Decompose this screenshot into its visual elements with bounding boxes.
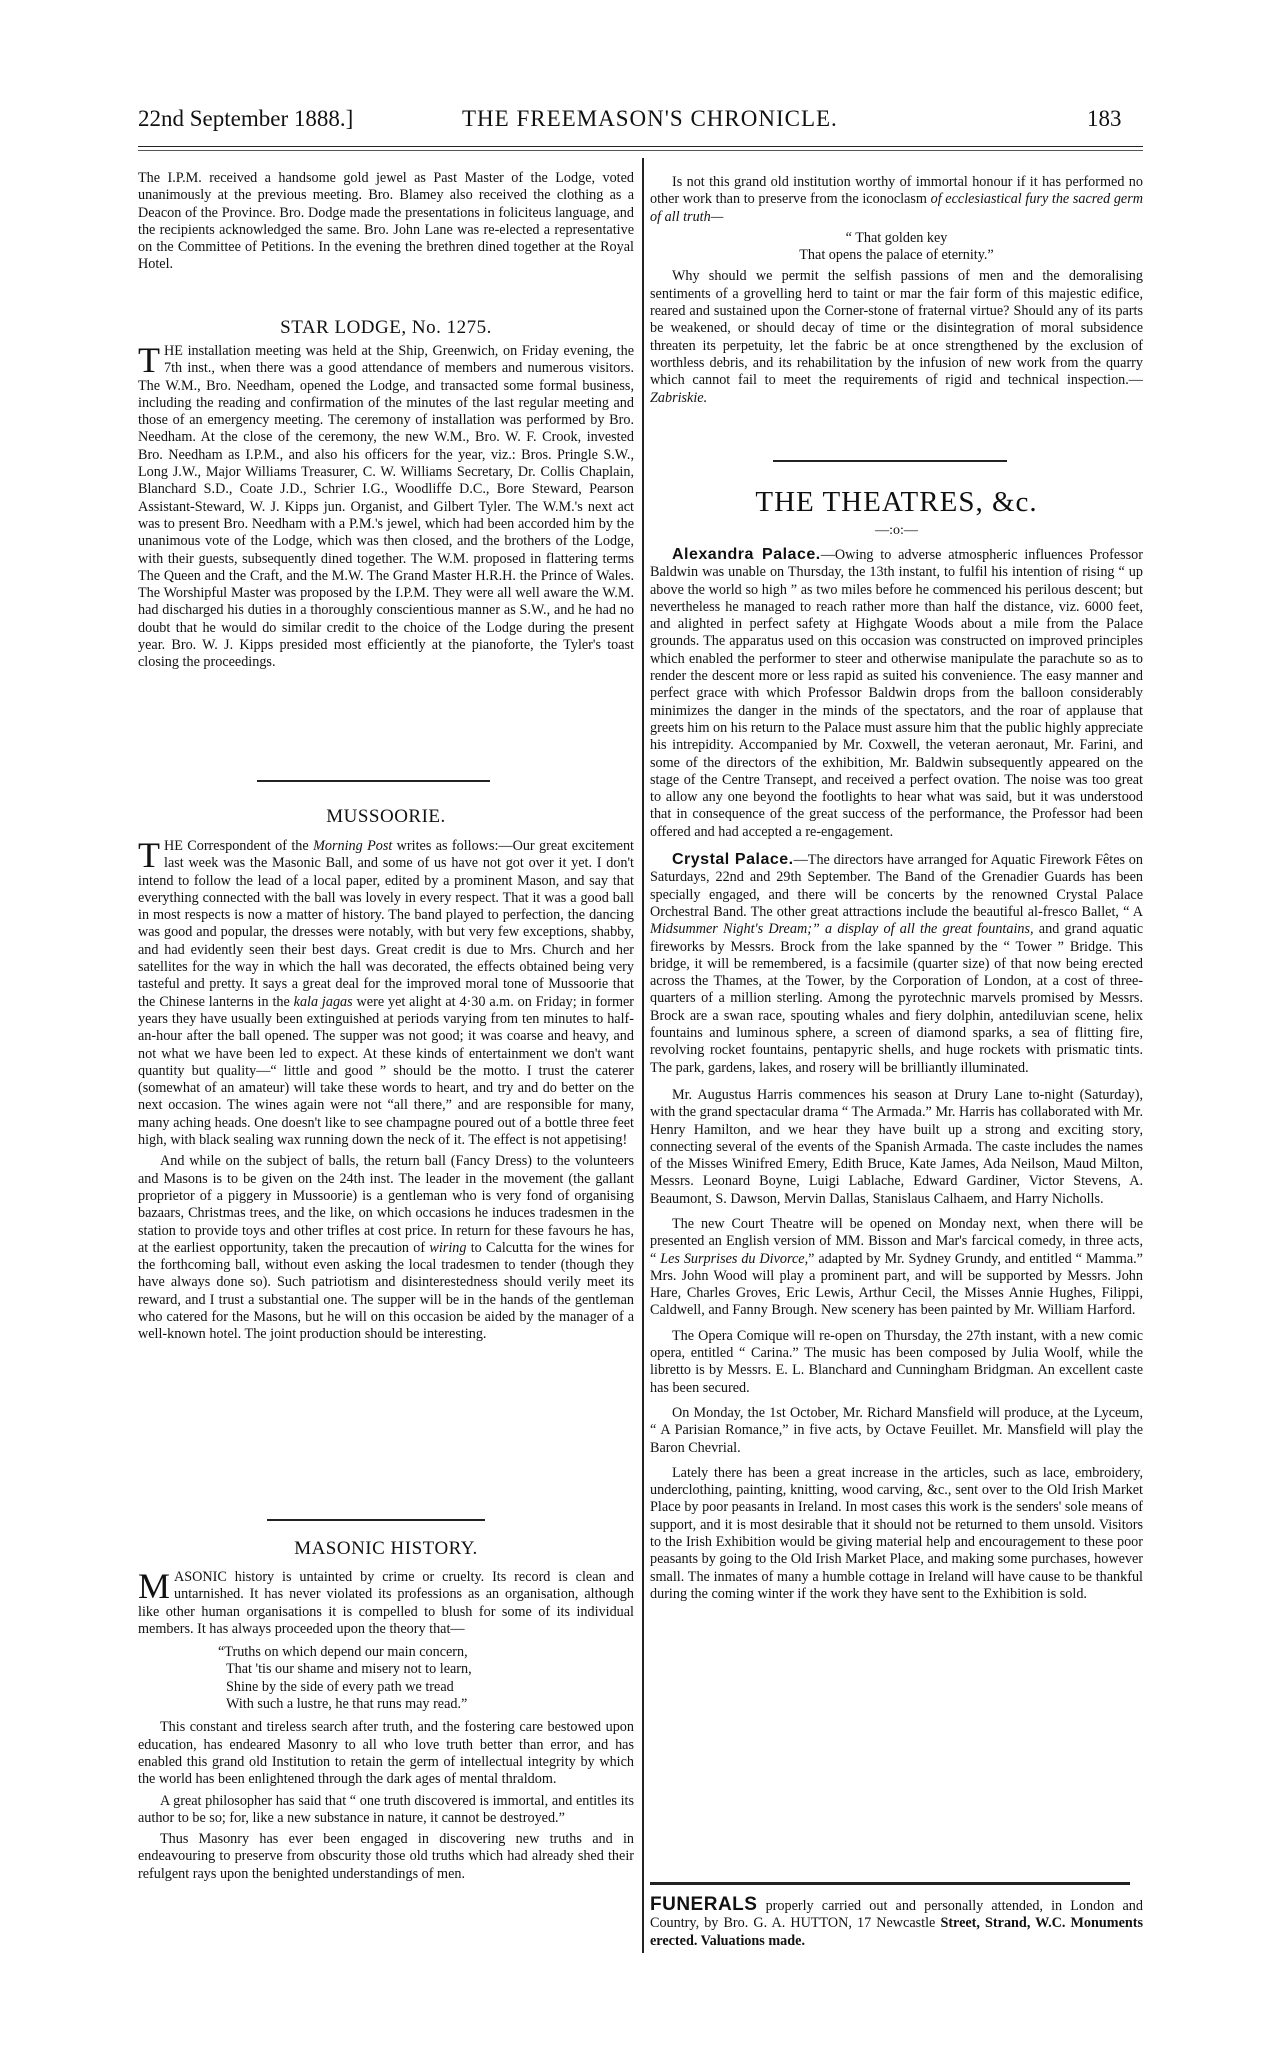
advert-lead: FUNERALS <box>650 1894 758 1915</box>
section-lead: Crystal Palace. <box>672 851 794 869</box>
verse-line: “ That golden key <box>845 229 948 246</box>
italic-text: Midsummer Night's Dream;” a display of all the great fountains, <box>650 921 1034 938</box>
paragraph: The Opera Comique will re-open on Thursday, the 27th instant, with a new comic opera, entitled “ Carina.” The music has been composed by Julia Woolf, while the libretto is by Messrs. E. L. Blanchard and Cunningham Bridgman. An excellent caste has been secured. <box>650 1327 1143 1396</box>
star-lodge-heading: STAR LODGE, No. 1275. <box>280 317 492 338</box>
italic-text: of ecclesiastical fury the sacred germ of all truth— <box>650 191 1143 225</box>
paragraph: Mr. Augustus Harris commences his season at Drury Lane to-night (Saturday), with the grand spectacular drama “ The Armada.” Mr. Harris has collaborated with Mr. Henry Hamilton, and we hear they have built up a strong and exciting story, connecting several of the events of the Spanish Armada. The caste includes the names of the Misses Winifred Emery, Edith Bruce, Kate James, Ada Neilson, Maud Milton, Messrs. Leonard Boyne, Luigi Lablache, Edward Gardiner, Victor Stevens, A. Beaumont, S. Dawson, Mervin Dallas, Stanislaus Calhaem, and Harry Nicholls. <box>650 1086 1143 1207</box>
paragraph: This constant and tireless search after truth, and the fostering care bestowed upon education, has endeared Masonry to all who love truth better than error, and has enabled this grand old Institution to retain the germ of intellectual integrity by which the world has been enlightened through the dark ages of mental thraldom. <box>138 1719 634 1788</box>
text: —The directors have arranged for Aquatic Firework Fêtes on Saturdays, 22nd and 29th September. The Band of the Grenadier Guards has been specially engaged, and there will be concerts by the renowned Crystal Palace Orchestral Band. The other great attractions include the beautiful al-fresco Ballet, “ A <box>650 852 1143 920</box>
text: to Calcutta for the wines for the forthcoming ball, without even asking the local tradesmen to tender (though they have always done so). Such patriotism and disinterestedness should verily meet its reward, and I trust a substantial one. The supper will be in the hands of the gentleman who catered for the Masons, but he will on this occasion be aided by the manager of a well-known hotel. The joint production should be interesting. <box>138 1239 634 1343</box>
drop-cap: M <box>138 1566 171 1606</box>
theatres-heading: THE THEATRES, &c. <box>755 486 1038 518</box>
header-rule <box>138 146 1143 147</box>
verse-line: That 'tis our shame and misery not to learn, <box>226 1661 472 1678</box>
paragraph: The I.P.M. received a handsome gold jewel as Past Master of the Lodge, voted unanimously at the previous meeting. Bro. Blamey also received the clothing as a Deacon of the Province. Bro. Dodge made the presentations in foliciteus language, and the recipients acknowledged the same. Bro. John Lane was re-elected a representative on the Committee of Petitions. In the evening the brethren dined together at the Royal Hotel. <box>138 170 634 273</box>
page-number: 183 <box>1087 106 1122 131</box>
text: properly carried out and personally attended, in London and Country, by Bro. G. A. HUTTON, 17 Newcastle <box>650 1898 1143 1932</box>
text: and grand aquatic fireworks by Messrs. Brock from the lake spanned by the “ Tower ” Bridge. This bridge, it will be remembered, is a facsimile (quarter size) of that now being erected across the Thames, at the Tower, by the Corporation of London, at a cost of three-quarters of a million sterling. Among the pyrotechnic marvels promised by Messrs. Brock are a swan race, spouting whales and fiery dolphin, antediluvian scene, helix fountains and luminous sphere, a screen of diamond sparks, a sea of flitting fire, revolving rocket fountains, pentapyric shells, and huge rockets with prismatic tints. The park, gardens, lakes, and rosery will be brilliantly illuminated. <box>650 921 1143 1076</box>
text: HE Correspondent of the <box>164 838 314 854</box>
paragraph: Lately there has been a great increase in the articles, such as lace, embroidery, underclothing, painting, knitting, wood carving, &c., sent over to the Old Irish Market Place by poor peasants in Ireland. In most cases this work is the senders' sole means of support, and it is most desirable that it should not be returned to them unsold. Visitors to the Irish Exhibition would be giving material help and encouragement to these poor peasants by going to the Old Irish Market Place, and making some purchases, however small. The inmates of many a humble cottage in Ireland will have cause to be thankful during the coming winter if the work they have sent to the Exhibition is sold. <box>650 1464 1143 1602</box>
star-lodge-article <box>138 340 634 672</box>
paragraph: A great philosopher has said that “ one truth discovered is immortal, and entitles its author to be so; for, like a new substance in nature, it cannot be destroyed.” <box>138 1792 634 1826</box>
theatres-article <box>650 546 1143 1603</box>
paragraph: HE installation meeting was held at the Ship, Greenwich, on Friday evening, the 7th inst., when there was a good attendance of members and numerous visitors. The W.M., Bro. Needham, opened the Lodge, and transacted some formal business, including the reading and confirmation of the minutes of the last regular meeting and those of an emergency meeting. The ceremony of installation was performed by Bro. Needham. At the close of the ceremony, the new W.M., Bro. W. F. Crook, invested Bro. Needham as I.P.M., and also his officers for the year, viz.: Bros. Pringle S.W., Long J.W., Major Williams Treasurer, C. W. Williams Secretary, Dr. Collis Chaplain, Blanchard S.D., Coate J.D., Schrier I.G., Woodliffe D.C., Bore Steward, Pearson Assistant-Steward, W. J. Kipps jun. Organist, and Gilbert Tyler. The W.M.'s next act was to present Bro. Needham with a P.M.'s jewel, which had been accorded him by the unanimous vote of the Lodge, which was then closed, and the brothers of the Lodge, with their guests, subsequently dined together. The W.M. proposed in flattering terms The Queen and the Craft, and the M.W. The Grand Master H.R.H. the Prince of Wales. The Worshipful Master was proposed by the I.P.M. They were all well aware the W.M. had discharged his duties in a thoroughly conscientious manner as S.W., and he had no doubt that he would do similar credit to the choice of the Lodge during the present year. Bro. W. J. Kipps presided most efficiently at the pianoforte, the Tyler's toast closing the proceedings. <box>138 343 634 671</box>
section-rule <box>257 780 490 782</box>
text: Why should we permit the selfish passions of men and the demoralising sentiments of a grovelling herd to taint or mar the fair form of this majestic edifice, reared and sustained upon the Corner-stone of fraternal virtue? Should any of its parts be weakened, or should decay of time or the disintegration of moral subsidence threaten its perpetuity, let the fabric be at once strengthened by the exclusion of worthless debris, and its rehabilitation by the infusion of new work from the quarry which cannot fail to meet the requirements of rigid and technical inspection.— <box>650 268 1143 389</box>
drop-cap: T <box>138 340 160 380</box>
text: The new Court Theatre will be opened on Monday next, when there will be presented an English version of MM. Bisson and Mar's farcical comedy, in three acts, “ <box>650 1215 1143 1267</box>
text: ” adapted by Mr. Sydney Grundy, and entitled “ Mamma.” Mrs. John Wood will play a prominent part, and will be supported by Messrs. John Hare, Charles Groves, Eric Lewis, Arthur Cecil, the Misses Annie Hughes, Filippi, Caldwell, and Fanny Brough. New scenery has been painted by Mr. William Harford. <box>650 1250 1143 1319</box>
mussoorie-heading: MUSSOORIE. <box>326 806 446 827</box>
paragraph: Thus Masonry has ever been engaged in discovering new truths and in endeavouring to preserve from obscurity those old truths which had already shed their refulgent rays upon the benighted understandings of men. <box>138 1831 634 1882</box>
mussoorie-article <box>138 835 635 1344</box>
italic-text: kala jagas <box>293 993 353 1010</box>
masonic-history-heading: MASONIC HISTORY. <box>294 1538 478 1559</box>
paragraph: On Monday, the 1st October, Mr. Richard Mansfield will produce, at the Lyceum, “ A Parisian Romance,” in five acts, by Octave Feuillet. Mr. Mansfield will play the Baron Chevrial. <box>650 1404 1143 1456</box>
quoted-verse <box>650 230 1143 265</box>
italic-text: wiring <box>429 1239 467 1256</box>
text: —Owing to adverse atmospheric influences Professor Baldwin was unable on Thursday, the 13th instant, to fulfil his intention of rising “ up above the world so high ” as two miles before he commenced his perilous descent; but nevertheless he managed to reach rather more than half the distance, viz. 6000 feet, and alighted in perfect safety at Highgate Woods about a mile from the Palace grounds. The apparatus used on this occasion was constructed on improved principles which enabled the performer to steer and otherwise manipulate the parachute so as to render the descent more or less rapid as suited his convenience. The easy manner and perfect grace with which Professor Baldwin drops from the balloon considerably minimizes the danger in the minds of the spectators, and the roar of applause that greets him on his return to the Palace must assure him that the public highly appreciate his intrepidity. Accompanied by Mr. Coxwell, the veteran aeronaut, Mr. Farini, and some of the directors of the exhibition, Mr. Baldwin subsequently appeared on the stage of the Centre Transept, and received a perfect ovation. The noise was too great to allow any one beyond the footlights to hear what was said, but it was understood that in consequence of the great success of the performance, the Professor had been offered and had accepted a re-engagement. <box>650 547 1143 840</box>
newspaper-title: THE FREEMASON'S CHRONICLE. <box>462 106 838 131</box>
paragraph: ASONIC history is untainted by crime or cruelty. Its record is clean and untarnished. It has never violated its professions as an organisation, although like other human organisations it is compelled to blush for some of its individual members. It has always proceeded upon the theory that— <box>138 1569 634 1637</box>
header-rule-thin <box>138 150 1143 151</box>
italic-text: Morning Post <box>313 838 393 854</box>
text: And while on the subject of balls, the return ball (Fancy Dress) to the volunteers and Masons is to be given on the 24th inst. The leader in the movement (the gallant proprietor of a piggery in Mussoorie) is a gentleman who is very fond of organising bazaars, Christmas trees, and the like, on which occasions he induces tradesmen in the station to provide toys and other trifles at cost price. In return for these favours he has, at the earliest opportunity, taken the precaution of <box>138 1153 634 1256</box>
section-rule <box>267 1519 485 1521</box>
text: writes as follows:—Our great excitement last week was the Masonic Ball, and some of us have not got over it yet. I don't intend to follow the lead of a local paper, edited by a prominent Mason, and say that everything connected with the ball was lovely in every respect. That it was a good ball in most respects is now a matter of history. The band played to perfection, the dancing was good and popular, the dresses were notably, with but very few exceptions, shabby, and had evidently seen their best days. Great credit is due to Mrs. Church and her satellites for the way in which the hall was decorated, the effects obtained being very tasteful and pretty. It says a great deal for the improved moral tone of Mussoorie that the Chinese lanterns in the <box>138 838 634 1010</box>
section-rule <box>773 460 1007 462</box>
masonic-history-continuation <box>650 174 1143 407</box>
lodge-report-continuation <box>138 170 634 274</box>
verse-line: Shine by the side of every path we tread <box>226 1678 454 1695</box>
italic-text: Les Surprises du Divorce, <box>660 1250 809 1267</box>
quoted-verse <box>218 1644 634 1713</box>
masonic-history-article <box>138 1566 634 1883</box>
verse-line: “Truths on which depend our main concern, <box>218 1644 468 1661</box>
section-lead: Alexandra Palace. <box>672 546 821 563</box>
drop-cap: T <box>138 835 160 875</box>
funerals-advert <box>650 1896 1143 1950</box>
italic-text: Zabriskie. <box>650 389 708 406</box>
text: were yet alight at 4·30 a.m. on Friday; in former years they have usually been extinguished at periods varying from ten minutes to half-an-hour after the ball opened. The supper was not good; it was coarse and heavy, and not what we have been led to expect. At these kinds of entertainment we don't want quantity but quality—“ little and good ” should be the motto. I trust the caterer (somewhat of an amateur) will take these words to heart, and try and do better on the next occasion. The wines again were not “all there,” and are responsible for many, many aching heads. One doesn't like to see champagne poured out of a bottle three feet high, with black sealing wax running down the neck of it. The effect is not appetising! <box>138 993 635 1149</box>
issue-date: 22nd September 1888.] <box>138 106 354 131</box>
bold-text: Street, Strand, W.C. Monuments erected. Valuations made. <box>650 1915 1144 1949</box>
text: Is not this grand old institution worthy of immortal honour if it has performed no other work than to preserve from the iconoclasm <box>650 174 1143 208</box>
ornament-divider: —:o:— <box>875 523 918 538</box>
verse-line: That opens the palace of eternity.” <box>799 247 994 264</box>
advert-rule <box>650 1882 1130 1885</box>
column-divider <box>642 158 644 1953</box>
verse-line: With such a lustre, he that runs may read.” <box>226 1696 468 1713</box>
